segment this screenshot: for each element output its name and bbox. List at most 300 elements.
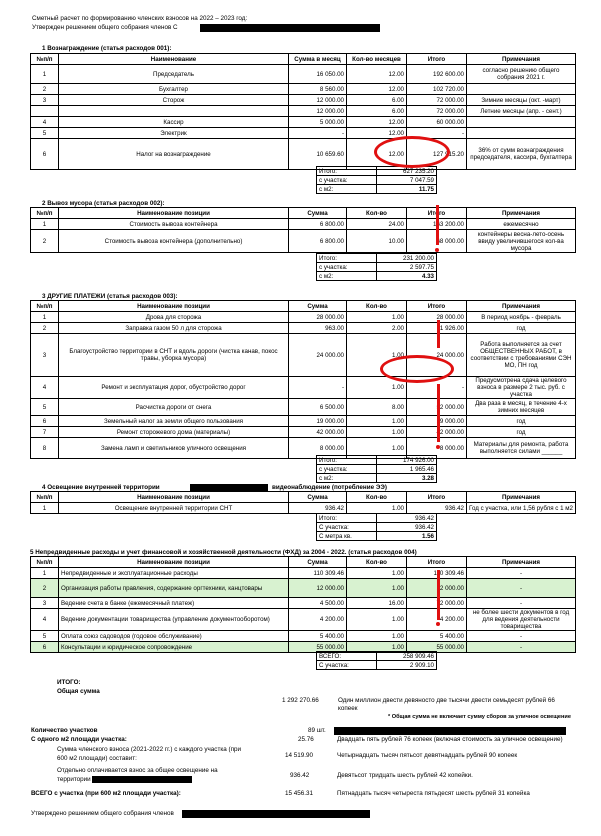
table-cell: -	[467, 568, 576, 579]
column-header: Сумма в месяц	[289, 54, 347, 65]
annotation-oval-improvement	[380, 355, 454, 383]
table-cell: 10.00	[347, 230, 407, 253]
table-cell: 4 500.00	[289, 598, 347, 609]
table-cell: -	[467, 579, 576, 598]
column-header: Наименование позиции	[59, 301, 289, 312]
table-row	[31, 598, 576, 609]
totals-label: С участка:	[317, 661, 377, 670]
table-cell: Ремонт сторожевого дома (материалы)	[59, 427, 289, 438]
table-cell: Работа выполняется за счет ОБЩЕСТВЕННЫХ РАБОТ, в соответствии с требованиями СЭН МО, ПН год	[467, 334, 576, 377]
table-cell: 2	[31, 84, 59, 95]
table-row	[31, 334, 576, 377]
table-cell: 12 000.00	[289, 106, 347, 117]
all-words: Пятнадцать тысяч четыреста пятьдесят шесть рублей 31 копейка	[337, 790, 530, 797]
totals-value: 1 965.46	[377, 465, 437, 474]
totals-row	[317, 185, 437, 194]
totals-label: с участка:	[317, 465, 377, 474]
totals-label: с участка:	[317, 176, 377, 185]
table-cell: 8	[31, 438, 59, 459]
table-cell: 8.00	[347, 399, 407, 416]
table-cell: Сторож	[59, 95, 289, 106]
column-header: Итого	[407, 492, 467, 503]
table-cell	[467, 128, 576, 139]
table-header-row	[31, 301, 576, 312]
table-cell: -	[289, 128, 347, 139]
table-cell: 4	[31, 609, 59, 631]
approval-line: Утвержден решением общего собрания членов С	[32, 24, 178, 31]
table-cell: 10 659.60	[289, 139, 347, 170]
totals-label: Итого:	[317, 167, 377, 176]
table-cell: Замена ламп и светильников уличного освещения	[59, 438, 289, 459]
column-header: Сумма	[289, 492, 347, 503]
table-cell: 60 000.00	[407, 117, 467, 128]
totals-row	[317, 514, 437, 523]
table-cell: В период ноябрь - февраль	[467, 312, 576, 323]
fee-words: Четырнадцать тысяч пятьсот девятнадцать рублей 90 копеек	[337, 752, 518, 759]
table-cell: Организация работы правления, содержание оргтехники, канцтовары	[59, 579, 289, 598]
table-cell: 12.00	[347, 117, 407, 128]
table-cell	[31, 106, 59, 117]
column-header: Примечания	[467, 54, 576, 65]
table-cell	[59, 106, 289, 117]
table-cell: 6 500.00	[289, 399, 347, 416]
table-row	[31, 230, 576, 253]
table-cell: Кассир	[59, 117, 289, 128]
totals-value: 174 926.00	[377, 456, 437, 465]
table-row	[31, 377, 576, 399]
column-header: Сумма	[289, 208, 347, 219]
column-header: Итого	[407, 301, 467, 312]
fee-label-1: Сумма членского взноса (2021-2022 гг.) с каждого участка (при	[57, 746, 242, 753]
table-cell: 1.00	[347, 438, 407, 459]
totals-label: ВСЕГО:	[317, 652, 377, 661]
totals-value: 258 909.46	[377, 652, 437, 661]
totals-value: 231 200.00	[377, 254, 437, 263]
table-cell: 1.00	[347, 334, 407, 377]
totals-label: С участка:	[317, 523, 377, 532]
table-row	[31, 128, 576, 139]
table-cell: 24.00	[347, 219, 407, 230]
column-header: Наименование позиции	[59, 492, 289, 503]
section-5-title: 5 Непредвиденные расходы и учет финансовой и хозяйственной деятельности (ФХД) за 2004 - 2022. (статья расходов 004)	[30, 549, 417, 556]
table-cell: 42 000.00	[289, 427, 347, 438]
table-cell: 1.00	[347, 312, 407, 323]
section-4-title-tail: видеонаблюдение (потребление ЭЭ)	[272, 484, 387, 491]
table-cell: 6	[31, 416, 59, 427]
summary-total-words-2: копеек	[338, 705, 358, 712]
table-cell: ежемесячно	[467, 219, 576, 230]
table-row	[31, 427, 576, 438]
table-cell: 2	[31, 323, 59, 334]
fee-value: 14 519.90	[285, 752, 314, 759]
table-cell: 1.00	[347, 642, 407, 653]
table-cell: 8 560.00	[289, 84, 347, 95]
table-cell: Заправка газом 50 л для сторожа	[59, 323, 289, 334]
redaction-bar	[334, 727, 566, 735]
table-cell: 4	[31, 117, 59, 128]
summary-itogo: ИТОГО:	[57, 679, 81, 686]
light-label-2: территории	[57, 776, 91, 783]
table-cell: 16.00	[347, 598, 407, 609]
totals-row	[317, 474, 437, 483]
table-cell: 7	[31, 427, 59, 438]
section-4-table	[30, 491, 576, 514]
totals-value: 7 047.59	[377, 176, 437, 185]
summary-total-words: Один миллион двести девяносто две тысячи двести семьдесят рублей 66	[338, 697, 555, 704]
section-3-totals	[316, 455, 437, 483]
table-header-row	[31, 208, 576, 219]
per-m2-label: С одного м2 площади участка:	[31, 736, 127, 743]
table-cell: Ведение документации товарищества (управление документооборотом)	[59, 609, 289, 631]
table-cell	[467, 84, 576, 95]
table-header-row	[31, 557, 576, 568]
totals-row	[317, 532, 437, 541]
light-label-1: Отдельно оплачивается взнос за общее освещение на	[57, 767, 218, 774]
table-cell: 4 200.00	[289, 609, 347, 631]
table-cell: Земельный налог за земли общего пользования	[59, 416, 289, 427]
table-cell: Бухгалтер	[59, 84, 289, 95]
totals-value: 2 597.75	[377, 263, 437, 272]
annotation-mark	[436, 445, 440, 449]
table-cell: 1.00	[347, 416, 407, 427]
table-cell: 163 200.00	[407, 219, 467, 230]
column-header: Наименование позиции	[59, 208, 289, 219]
section-1-totals	[316, 166, 437, 194]
table-cell: не более шести документов в год для ведения деятельности товарищества	[467, 609, 576, 631]
totals-label: с м2:	[317, 185, 377, 194]
table-row	[31, 438, 576, 459]
column-header: Итого	[407, 557, 467, 568]
table-cell: 6.00	[347, 95, 407, 106]
table-cell: 5	[31, 128, 59, 139]
column-header: №п/п	[31, 492, 59, 503]
table-cell: 42 000.00	[407, 427, 467, 438]
table-cell: 72 000.00	[407, 598, 467, 609]
table-cell: 1	[31, 312, 59, 323]
table-cell: 68 000.00	[407, 230, 467, 253]
table-cell: 55 000.00	[289, 642, 347, 653]
column-header: №п/п	[31, 301, 59, 312]
annotation-mark	[435, 248, 439, 252]
table-cell: 5 400.00	[407, 631, 467, 642]
totals-row	[317, 661, 437, 670]
table-cell: -	[467, 598, 576, 609]
column-header: Кол-во	[347, 301, 407, 312]
annotation-oval-tax	[374, 136, 450, 168]
table-cell: 1.00	[347, 377, 407, 399]
table-row	[31, 65, 576, 84]
table-row	[31, 642, 576, 653]
table-cell: 110 309.46	[407, 568, 467, 579]
table-row	[31, 219, 576, 230]
column-header: №п/п	[31, 54, 59, 65]
table-cell: 1	[31, 503, 59, 514]
column-header: Кол-во	[347, 492, 407, 503]
table-cell: 6	[31, 642, 59, 653]
table-cell: 24 000.00	[407, 334, 467, 377]
fee-label-2: 600 м2 площади) составит:	[57, 755, 137, 762]
redaction-bar	[92, 776, 192, 783]
totals-value: 3.28	[377, 474, 437, 483]
totals-label: Итого:	[317, 514, 377, 523]
table-cell: Летние месяцы (апр. - сент.)	[467, 106, 576, 117]
table-row	[31, 95, 576, 106]
table-cell: 6.00	[347, 106, 407, 117]
table-cell: 1.00	[347, 503, 407, 514]
column-header: Примечания	[467, 557, 576, 568]
totals-label: с участка:	[317, 263, 377, 272]
totals-row	[317, 465, 437, 474]
table-cell: 102 720.00	[407, 84, 467, 95]
table-cell: год	[467, 427, 576, 438]
column-header: Примечания	[467, 301, 576, 312]
table-row	[31, 631, 576, 642]
table-cell: год	[467, 416, 576, 427]
table-cell: 1.00	[347, 579, 407, 598]
table-cell: 936.42	[289, 503, 347, 514]
redaction-bar	[200, 24, 380, 32]
table-cell: 1.00	[347, 609, 407, 631]
totals-value: 2 909.10	[377, 661, 437, 670]
totals-row	[317, 167, 437, 176]
summary-note: * Общая сумма не включает сумму сборов за уличное освещение	[388, 714, 571, 720]
section-3-table	[30, 300, 576, 459]
table-cell: 4 200.00	[407, 609, 467, 631]
totals-value: 4.33	[377, 272, 437, 281]
column-header: Кол-во	[347, 557, 407, 568]
table-cell: Предусмотрена сдача целевого взноса в размере 2 тыс. руб. с участка	[467, 377, 576, 399]
table-cell: 1	[31, 568, 59, 579]
column-header: Наименование	[59, 54, 289, 65]
section-2-table	[30, 207, 576, 253]
summary-total-label: Общая сумма	[57, 688, 100, 695]
totals-label: с м2:	[317, 474, 377, 483]
section-2-title: 2 Вывоз мусора (статья расходов 002):	[42, 200, 165, 207]
table-cell: Налог на вознаграждение	[59, 139, 289, 170]
table-cell: 1	[31, 65, 59, 84]
table-cell: 6	[31, 139, 59, 170]
table-header-row	[31, 54, 576, 65]
annotation-mark	[436, 205, 439, 245]
table-row	[31, 399, 576, 416]
section-1-table	[30, 53, 576, 170]
column-header: Примечания	[467, 208, 576, 219]
table-row	[31, 323, 576, 334]
table-cell: Электрик	[59, 128, 289, 139]
table-cell: Освещение внутренней территории СНТ	[59, 503, 289, 514]
table-cell: 16 050.00	[289, 65, 347, 84]
table-cell: Консультации и юридическое сопровождение	[59, 642, 289, 653]
table-cell: 5 000.00	[289, 117, 347, 128]
table-cell: 8 000.00	[289, 438, 347, 459]
totals-label: С метра кв.	[317, 532, 377, 541]
section-2-totals	[316, 253, 437, 281]
table-cell: 110 309.46	[289, 568, 347, 579]
table-row	[31, 503, 576, 514]
table-cell: 936.42	[407, 503, 467, 514]
table-cell: контейнеры весна-лето-осень ввиду увеличившегося кол-ва мусора	[467, 230, 576, 253]
table-cell: 3	[31, 598, 59, 609]
per-m2-words: Двадцать пять рублей 76 копеек (включая стоимость за уличное освещение)	[337, 736, 563, 743]
table-cell: 1.00	[347, 631, 407, 642]
table-cell: Ремонт и эксплуатация дорог, обустройство дорог	[59, 377, 289, 399]
table-cell: Непредвиденные и эксплуатационные расходы	[59, 568, 289, 579]
table-cell: 12.00	[347, 65, 407, 84]
section-3-title: 3 ДРУГИЕ ПЛАТЕЖИ (статья расходов 003):	[42, 293, 178, 300]
totals-row	[317, 263, 437, 272]
table-cell: 72 000.00	[407, 95, 467, 106]
table-cell: 3	[31, 334, 59, 377]
totals-value: 936.42	[377, 523, 437, 532]
table-cell: 28 000.00	[289, 312, 347, 323]
table-cell: 192 600.00	[407, 65, 467, 84]
totals-row	[317, 254, 437, 263]
count-label: Количество участков	[31, 727, 98, 734]
table-cell: Материалы для ремонта, работа выполняется силами ______	[467, 438, 576, 459]
table-cell: Оплата союз садоводов (годовое обслуживание)	[59, 631, 289, 642]
section-4-title: 4 Освещение внутренней территории	[42, 484, 160, 491]
table-cell: 72 000.00	[407, 106, 467, 117]
per-m2-value: 25.76	[298, 736, 314, 743]
table-cell: -	[289, 377, 347, 399]
table-cell: -	[467, 631, 576, 642]
footer-approval: Утверждено решением общего собрания членов	[31, 810, 174, 817]
annotation-mark	[437, 384, 440, 442]
table-row	[31, 609, 576, 631]
column-header: Итого	[407, 54, 467, 65]
column-header: Кол-во месяцев	[347, 54, 407, 65]
table-cell: 19 000.00	[407, 416, 467, 427]
table-cell: 1.00	[347, 427, 407, 438]
section-4-totals	[316, 513, 437, 541]
table-cell: 12.00	[347, 139, 407, 170]
table-cell: 5	[31, 631, 59, 642]
column-header: №п/п	[31, 557, 59, 568]
section-5-table	[30, 556, 576, 653]
section-5-totals	[316, 651, 437, 670]
totals-value: 11.75	[377, 185, 437, 194]
table-cell: 12 000.00	[289, 95, 347, 106]
table-cell: 6 800.00	[289, 219, 347, 230]
table-cell: 12.00	[347, 128, 407, 139]
table-cell: Председатель	[59, 65, 289, 84]
table-cell: -	[407, 128, 467, 139]
table-cell: 1	[31, 219, 59, 230]
column-header: Наименование позиции	[59, 557, 289, 568]
redaction-bar	[182, 810, 370, 818]
table-cell: -	[467, 642, 576, 653]
table-cell: 5 400.00	[289, 631, 347, 642]
count-value: 89 шт.	[308, 727, 326, 734]
table-cell: 55 000.00	[407, 642, 467, 653]
table-cell: Дрова для сторожа	[59, 312, 289, 323]
table-cell: Два раза в месяц, в течение 4-х зимних месяцев	[467, 399, 576, 416]
table-cell: 36% от сумм вознаграждения председателя, кассира, бухгалтера	[467, 139, 576, 170]
redaction-bar	[190, 484, 268, 491]
annotation-mark	[437, 570, 440, 620]
totals-label: с м2:	[317, 272, 377, 281]
table-cell: 127 915.20	[407, 139, 467, 170]
table-cell: 52 000.00	[407, 399, 467, 416]
totals-label: Итого:	[317, 456, 377, 465]
column-header: Кол-во	[347, 208, 407, 219]
totals-row	[317, 176, 437, 185]
table-cell: 1.00	[347, 568, 407, 579]
light-words: Девятьсот тридцать шесть рублей 42 копейки.	[337, 772, 473, 779]
totals-row	[317, 523, 437, 532]
all-label: ВСЕГО с участка (при 600 м2 площади участка):	[31, 790, 181, 797]
table-row	[31, 117, 576, 128]
totals-label: Итого:	[317, 254, 377, 263]
table-cell: 2	[31, 579, 59, 598]
table-cell: 6 800.00	[289, 230, 347, 253]
totals-row	[317, 456, 437, 465]
column-header: Сумма	[289, 557, 347, 568]
column-header: Примечания	[467, 492, 576, 503]
totals-value: 936.42	[377, 514, 437, 523]
table-cell: Расчистка дороги от снега	[59, 399, 289, 416]
table-cell: 5	[31, 399, 59, 416]
document-title: Сметный расчет по формированию членских взносов на 2022 – 2023 год:	[32, 15, 248, 22]
all-value: 15 456.31	[285, 790, 314, 797]
table-cell: 24 000.00	[289, 334, 347, 377]
table-cell: 4	[31, 377, 59, 399]
light-value: 936.42	[290, 772, 310, 779]
totals-value: 627 235.20	[377, 167, 437, 176]
table-row	[31, 84, 576, 95]
table-row	[31, 106, 576, 117]
table-cell: 28 000.00	[407, 312, 467, 323]
table-cell: 1 926.00	[407, 323, 467, 334]
annotation-mark	[436, 622, 440, 626]
table-cell: год	[467, 323, 576, 334]
table-cell: 2	[31, 230, 59, 253]
table-cell: Год с участка, или 1,56 рубля с 1 м2	[467, 503, 576, 514]
table-cell: Зимние месяцы (окт. -март)	[467, 95, 576, 106]
summary-total-value: 1 292 270.66	[282, 697, 319, 704]
totals-value: 1.56	[377, 532, 437, 541]
table-cell: 963.00	[289, 323, 347, 334]
totals-row	[317, 652, 437, 661]
table-cell: 12.00	[347, 84, 407, 95]
annotation-mark	[437, 320, 440, 348]
table-cell: Ведение счета в банке (ежемесячный платеж)	[59, 598, 289, 609]
column-header: Итого	[407, 208, 467, 219]
table-cell: -	[407, 377, 467, 399]
table-row	[31, 568, 576, 579]
table-cell: Стоимость вывоза контейнера (дополнительно)	[59, 230, 289, 253]
totals-row	[317, 272, 437, 281]
table-cell: Благоустройство территории в СНТ и вдоль дороги (чистка канав, покос травы, уборка мусора)	[59, 334, 289, 377]
table-row	[31, 312, 576, 323]
table-cell	[467, 117, 576, 128]
table-cell: 19 000.00	[289, 416, 347, 427]
table-cell: 12 000.00	[289, 579, 347, 598]
table-cell: согласно решению общего собрания 2021 г.	[467, 65, 576, 84]
table-cell: 8 000.00	[407, 438, 467, 459]
table-row	[31, 139, 576, 170]
table-cell: Стоимость вывоза контейнера	[59, 219, 289, 230]
table-row	[31, 416, 576, 427]
table-row	[31, 579, 576, 598]
section-1-title: 1 Вознаграждение (статья расходов 001):	[42, 45, 172, 52]
column-header: Сумма	[289, 301, 347, 312]
table-cell: 12 000.00	[407, 579, 467, 598]
table-header-row	[31, 492, 576, 503]
table-cell: 3	[31, 95, 59, 106]
table-cell: 2.00	[347, 323, 407, 334]
column-header: №п/п	[31, 208, 59, 219]
